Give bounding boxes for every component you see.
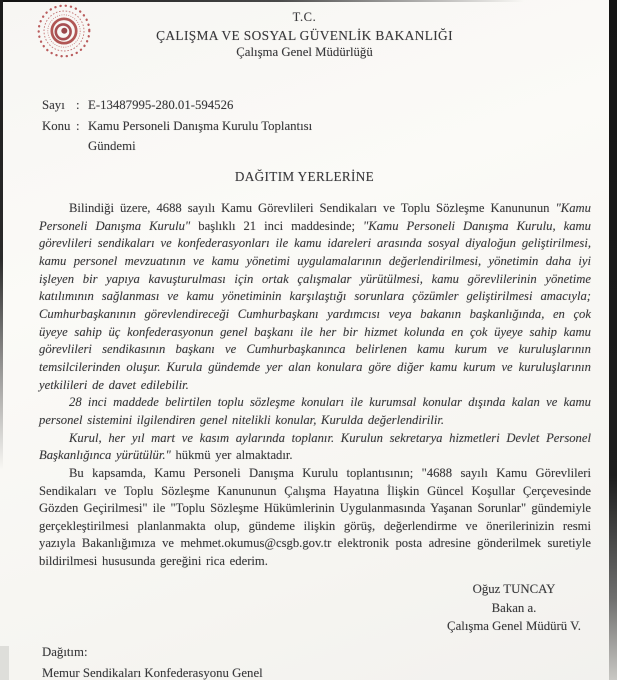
distribution-label: Dağıtım: xyxy=(42,645,88,659)
reference-block xyxy=(42,95,312,157)
paragraph-segment-italic: 28 inci maddede belirtilen toplu sözleşme konuları ile kurumsal konular dışında kalan ve kamu personel sistemini ilgilendiren genel nitelikli konular, Kurulda değerlendirilir. xyxy=(39,395,591,427)
signature-name: Oğuz TUNCAY xyxy=(472,582,556,596)
letterhead xyxy=(0,9,609,62)
sayi-colon: : xyxy=(76,98,80,112)
scan-edge-bottom-left xyxy=(0,646,9,680)
konu-label: Konu xyxy=(42,118,71,133)
subject-row xyxy=(42,116,312,157)
body-paragraph-4 xyxy=(39,465,591,571)
scan-edge-top xyxy=(0,0,617,2)
letter-body xyxy=(39,200,591,571)
body-paragraph-1 xyxy=(39,200,591,394)
distribution-block xyxy=(42,642,263,680)
salutation-line: DAĞITIM YERLERİNE xyxy=(234,169,375,184)
sayi-label: Sayı xyxy=(42,98,65,112)
signature-title-2: Çalışma Genel Müdürü V. xyxy=(447,619,581,633)
paragraph-segment-italic: Kurul, her yıl mart ve kasım aylarında toplanır. Kurulun sekretarya hizmetleri Devlet Personel Başkanlığınca yürütülür." xyxy=(39,430,591,463)
signature-title-1: Bakan a. xyxy=(491,600,537,615)
paragraph-segment-italic: "Kamu Personeli Danışma Kurulu, kamu görevlileri sendikaları ve konfederasyonları ile kamu idareleri arasında sosyal diyaloğun geliştirilmesi, kamu personel mevzuatının ve kamu yönetimi uygulamalarının değerlendirilmesi, yönetimin daha iyi işleyen bir yapıya kavuşturulması için ortak çalışmalar yürütülmesi, kamu görevlilerinin yönetime katılımının sağlanması ve kamu yönetiminin karşılaştığı sorunlara çözümler geliştirilmesi amacıyla; Cumhurbaşkanının görevlendireceği Cumhurbaşkanı yardımcısı veya bakanın başkanlığında, en çok üyeye sahip üç konfederasyonun genel başkanı ile her bir hizmet kolunda en çok üyeye sahip kamu görevlileri sendikasının başkanı ve Cumhurbaşkanınca belirlenen kamu kurum ve kuruluşlarının temsilcilerinden oluşur. Kurula gündemde yer alan konulara göre diğer kamu kurum ve kuruluşlarının yetkilileri de davet edilebilir. xyxy=(39,218,591,392)
konu-value-line2: Gündemi xyxy=(88,139,136,153)
distribution-line: Memur Sendikaları Konfederasyonu Genel xyxy=(42,666,263,680)
directorate-name: Çalışma Genel Müdürlüğü xyxy=(236,45,373,59)
paragraph-segment-italic: "Kamu Personeli Danışma Kurulu" xyxy=(39,201,591,233)
body-paragraph-2 xyxy=(39,394,591,429)
scan-edge-left xyxy=(0,0,3,470)
paragraph-segment: Bu kapsamda, Kamu Personeli Danışma Kurulu toplantısının; "4688 sayılı Kamu Görevlileri Sendikaları ve Toplu Sözleşme Kanununun Çalışma Hayatına İlişkin Güncel Koşullar Çerçevesinde Gözden Geçirilmesi" ile "Toplu Sözleşme Hükümlerinin Uygulanmasında Yaşanan Sorunlar" gündemiyle gerçekleştirilmesi planlanmakta olup, gündeme ilişkin görüş, değerlendirme ve önerilerinizin resmi yazıyla Bakanlığımıza ve mehmet.okumus@csgb.gov.tr elektronik posta adresine gönderilmek suretiyle bildirilmesi hususunda gereğini rica ederim. xyxy=(39,465,591,569)
paragraph-segment: hükmü yer almaktadır. xyxy=(170,448,293,463)
republic-title: T.C. xyxy=(292,10,317,24)
ministry-name: ÇALIŞMA VE SOSYAL GÜVENLİK BAKANLIĞI xyxy=(156,27,453,43)
signature-block xyxy=(418,580,610,636)
konu-colon: : xyxy=(76,118,80,133)
scan-edge-right xyxy=(609,0,617,680)
body-paragraph-3 xyxy=(39,430,591,465)
konu-value xyxy=(88,116,312,157)
konu-value-line1: Kamu Personeli Danışma Kurulu Toplantısı xyxy=(88,118,313,133)
sayi-value: E-13487995-280.01-594526 xyxy=(88,98,234,112)
paragraph-segment: başlıklı 21 inci maddesinde; xyxy=(190,218,363,233)
paragraph-segment: Bilindiği üzere, 4688 sayılı Kamu Görevlileri Sendikaları ve Toplu Sözleşme Kanununun xyxy=(69,201,556,215)
ref-number-row xyxy=(42,95,312,116)
